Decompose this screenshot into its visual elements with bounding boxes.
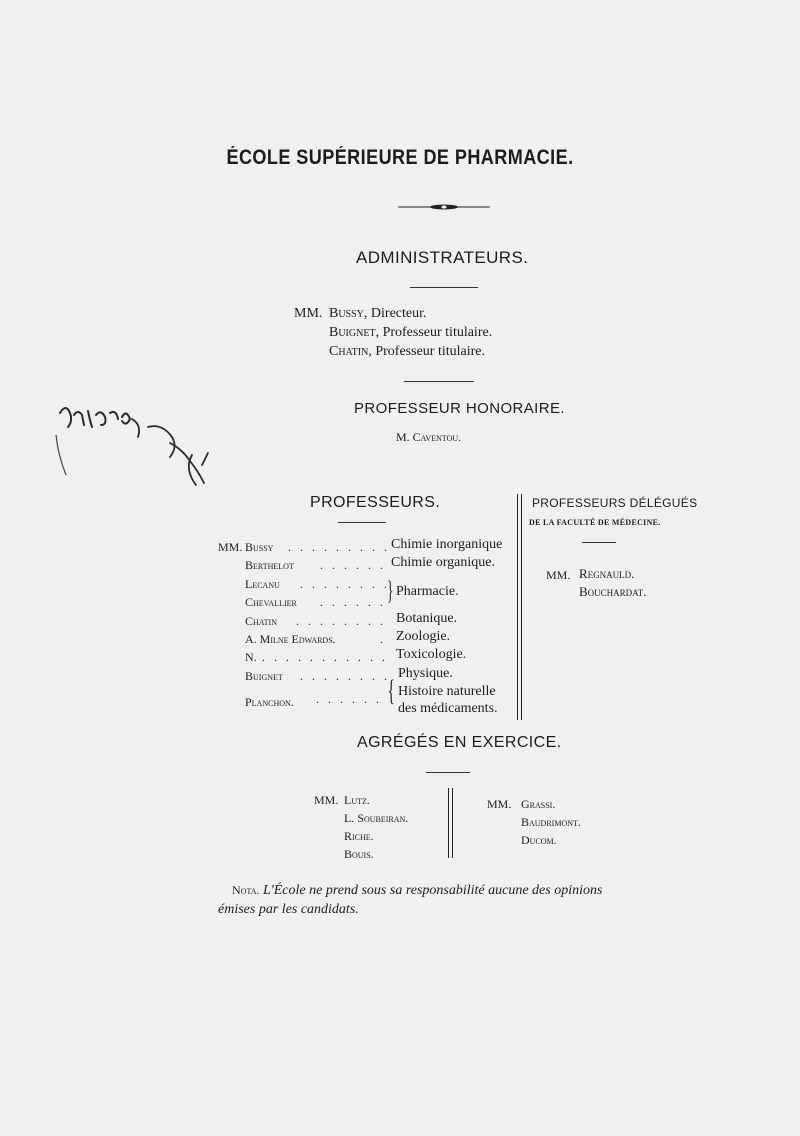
delegates-heading-line2: DE LA FACULTÉ DE MÉDECINE. <box>529 518 661 527</box>
agrege-name: Grassi. <box>521 797 556 811</box>
professor-subject: Toxicologie. <box>396 647 467 662</box>
professor-dots: . . . . . . . . . <box>288 540 390 554</box>
delegate-name: Regnauld. <box>579 566 635 581</box>
administrators-rule <box>410 287 478 288</box>
administrator-role: , Professeur titulaire. <box>375 325 493 340</box>
professor-subject-line2: des médicaments. <box>398 701 498 716</box>
handwritten-signature <box>52 395 242 505</box>
agrege-name: Ducom. <box>521 833 557 847</box>
professor-name: A. Milne Edwards. <box>245 632 336 646</box>
administrator-entry <box>329 306 427 322</box>
agrege-name: Lutz. <box>344 793 370 807</box>
professors-rule <box>338 522 386 523</box>
administrator-role: , Directeur. <box>363 306 427 321</box>
administrators-bottom-rule <box>404 381 474 382</box>
professor-subject: Chimie organique. <box>391 555 495 570</box>
agreges-separator <box>452 788 453 858</box>
professors-prefix: MM. <box>218 540 243 554</box>
column-separator <box>517 494 518 720</box>
administrators-prefix: MM. <box>294 306 323 321</box>
agreges-separator <box>448 788 449 858</box>
agrege-name: Baudrimont. <box>521 815 581 829</box>
professor-name: Berthelot <box>245 558 294 572</box>
administrator-name: Chatin <box>329 344 369 359</box>
pharmacie-brace: } <box>387 576 394 605</box>
agrege-name: Bouis. <box>344 847 374 861</box>
agreges-rule <box>426 772 470 773</box>
professor-name: Chatin <box>245 614 277 628</box>
professor-dots: . <box>380 632 386 646</box>
note-label: Nota. <box>232 883 260 897</box>
ornament-divider <box>398 204 490 210</box>
page-title: ÉCOLE SUPÉRIEURE DE PHARMACIE. <box>226 146 574 169</box>
professor-name: Planchon. <box>245 695 294 709</box>
administrator-entry <box>329 344 485 360</box>
agrege-name: L. Soubeiran. <box>344 811 409 825</box>
honorary-entry <box>396 430 461 445</box>
professor-dots: . . . . . . . . . . . <box>262 650 388 664</box>
professor-name: Bussy <box>245 540 274 554</box>
delegates-rule <box>582 542 616 543</box>
administrator-name: Buignet <box>329 325 376 340</box>
professor-name: Buignet <box>245 669 283 683</box>
column-separator <box>521 494 522 720</box>
administrators-heading: ADMINISTRATEURS. <box>356 248 529 267</box>
agrege-name: Riche. <box>344 829 374 843</box>
note-line2: émises par les candidats. <box>218 902 359 917</box>
administrator-entry <box>329 325 492 341</box>
professor-subject: Chimie inorganique <box>391 537 503 552</box>
administrator-role: , Professeur titulaire. <box>368 344 485 359</box>
delegates-prefix: MM. <box>546 568 571 582</box>
agreges-right-prefix: MM. <box>487 797 512 811</box>
professors-heading: PROFESSEURS. <box>310 494 441 511</box>
professor-subject: Botanique. <box>396 611 458 626</box>
professor-subject: Physique. <box>398 666 453 681</box>
honorary-heading: PROFESSEUR HONORAIRE. <box>354 400 565 417</box>
note-text: L'École ne prend sous sa responsabilité aucune des opinions <box>262 883 603 898</box>
professor-subject: Pharmacie. <box>396 584 459 599</box>
honorary-name: Caventou. <box>412 430 462 444</box>
histoire-brace: { <box>387 674 395 707</box>
honorary-prefix: M. <box>396 430 410 444</box>
professor-dots: . . . . . . <box>320 558 386 572</box>
agreges-left-prefix: MM. <box>314 793 339 807</box>
agreges-heading: AGRÉGÉS EN EXERCICE. <box>357 734 562 751</box>
delegates-heading-line1: PROFESSEURS DÉLÉGUÉS <box>532 496 698 510</box>
note-line1 <box>232 883 602 899</box>
professor-dots: . . . . . . <box>320 595 386 609</box>
professor-dots: . . . . . . . . <box>296 614 386 628</box>
professor-name: Lecanu <box>245 577 280 591</box>
professor-name: Chevallier <box>245 595 297 609</box>
professor-dots: . . . . . . <box>316 692 382 706</box>
professor-name: N. <box>245 650 257 664</box>
professor-subject-line1: Histoire naturelle <box>398 684 496 699</box>
delegate-name: Bouchardat. <box>579 584 647 599</box>
professor-dots: . . . . . . . . <box>300 669 390 683</box>
administrator-name: Bussy <box>329 306 364 321</box>
professor-subject: Zoologie. <box>396 629 451 644</box>
professor-dots: . . . . . . . . <box>300 577 390 591</box>
